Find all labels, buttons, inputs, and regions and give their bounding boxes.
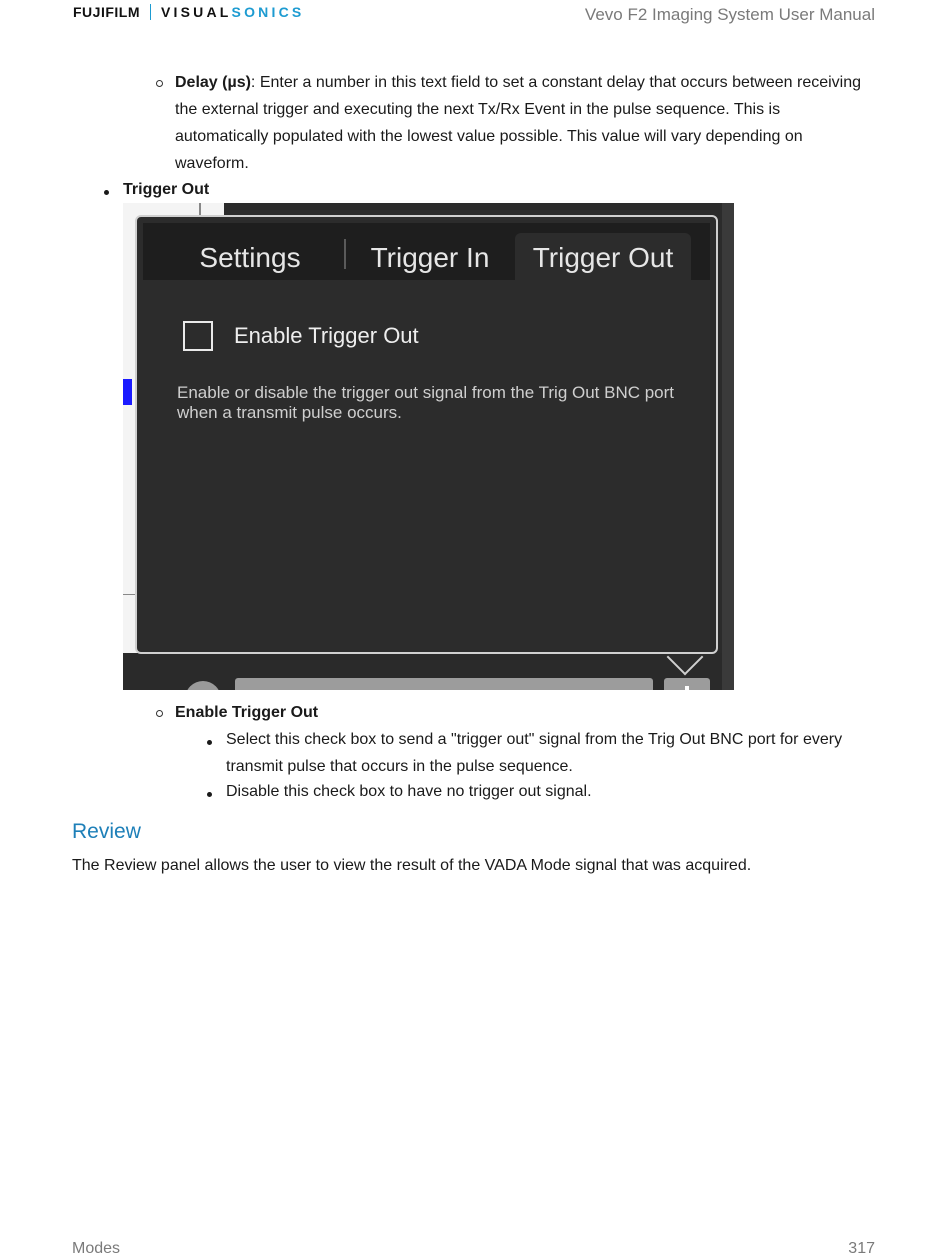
logo-sonics: SONICS [231, 4, 305, 20]
disable-sub-item: Disable this check box to have no trigger out signal. [226, 783, 592, 800]
enable-trigger-out-item-label: Enable Trigger Out [175, 704, 319, 721]
logo-divider [150, 4, 151, 20]
solid-bullet [104, 190, 109, 195]
review-text: The Review panel allows the user to view the result of the VADA Mode signal that was acquired. [72, 857, 752, 874]
delay-text: : Enter a number in this text field to set a constant delay that occurs between receiving the external trigger and executing the next Tx/Rx Event in the pulse sequence. This is automatically populated with the lowest value possible. This value will vary depending on waveform. [175, 74, 862, 172]
manual-title: Vevo F2 Imaging System User Manual [584, 5, 875, 24]
hollow-bullet [156, 710, 163, 717]
page-number: 317 [848, 1240, 875, 1257]
hollow-bullet [156, 80, 163, 87]
logo-visual: VISUAL [161, 4, 232, 20]
tab-divider [344, 239, 346, 269]
tab-settings[interactable]: Settings [199, 242, 301, 273]
bottom-control-strip [123, 653, 734, 690]
round-control-button[interactable] [185, 681, 221, 690]
logo-visualsonics [161, 4, 304, 20]
solid-bullet [207, 792, 212, 797]
trigger-out-screenshot [123, 203, 734, 690]
slider-track[interactable] [235, 678, 653, 690]
review-heading: Review [72, 820, 141, 843]
enable-trigger-out-label: Enable Trigger Out [234, 323, 419, 348]
trigger-out-help-text [177, 383, 697, 423]
delay-description [175, 69, 875, 177]
solid-bullet [207, 740, 212, 745]
enable-trigger-out-heading [175, 699, 318, 726]
trigger-out-label: Trigger Out [123, 181, 210, 198]
plot-axis-tick [123, 594, 135, 595]
popup-tab-bar [143, 223, 710, 280]
right-edge-panel [722, 203, 734, 690]
tab-trigger-out[interactable]: Trigger Out [515, 233, 691, 283]
logo-fujifilm: FUJIFILM [73, 4, 140, 20]
plot-axis-tick [199, 203, 201, 215]
help-text-line: when a transmit pulse occurs. [177, 403, 402, 422]
tab-trigger-in[interactable]: Trigger In [370, 242, 490, 273]
trigger-out-heading [123, 176, 209, 203]
company-logo [73, 4, 304, 20]
enable-trigger-out-checkbox[interactable] [183, 321, 213, 351]
delay-label: Delay (µs) [175, 74, 251, 91]
footer-section: Modes [72, 1240, 121, 1257]
enable-sub-item: Select this check box to send a "trigger out" signal from the Trig Out BNC port for every transmit pulse that occurs in the pulse sequence. [226, 731, 843, 775]
waveform-signal [123, 379, 132, 405]
trigger-settings-popup [135, 215, 718, 654]
help-text-line: Enable or disable the trigger out signal from the Trig Out BNC port [177, 383, 675, 402]
menu-button[interactable] [664, 678, 710, 690]
